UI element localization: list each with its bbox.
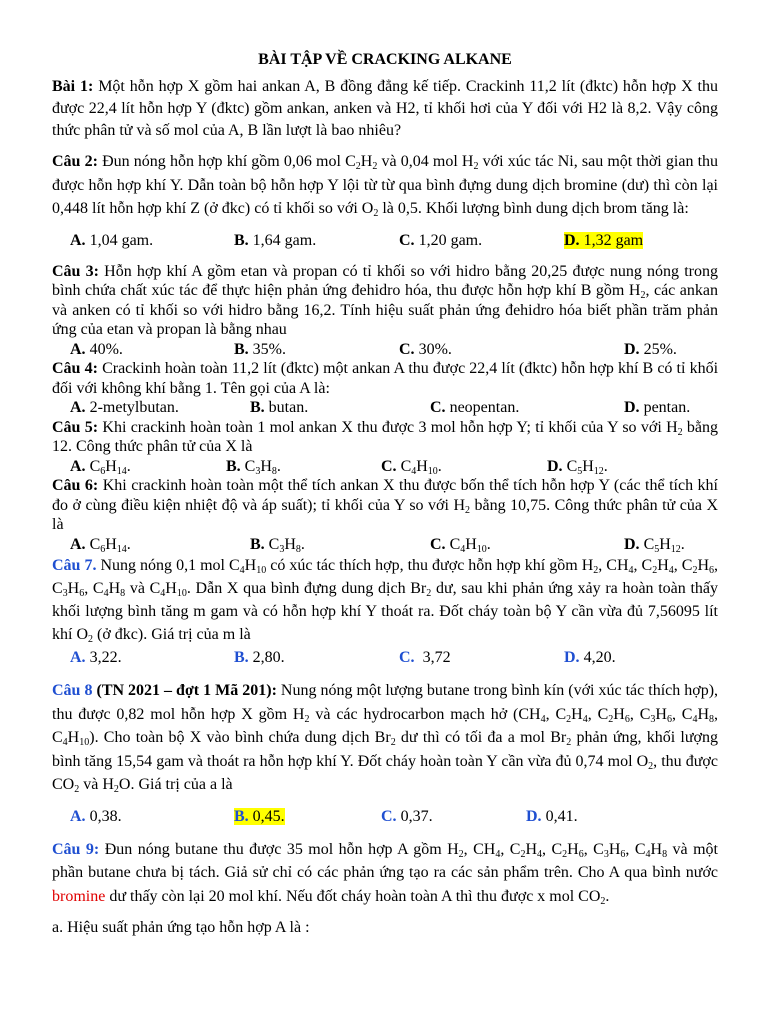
question-6: Câu 6: Khi crackinh hoàn toàn một thể tích ankan X thu được bốn thể tích hỗn hợp Y (các thể tích khí đo ở cùng điều kiện nhiệt độ và áp suất); tỉ khối của Y so với $H_2$ bằng 10,75. Công thức phân tử của X là [52, 477, 719, 533]
highlighted-term: bromine [52, 887, 106, 905]
answer-row [52, 535, 718, 555]
question-label: Câu 6: [52, 477, 99, 494]
answer-row [52, 457, 718, 477]
question-2: Câu 2: Đun nóng hỗn hợp khí gồm 0,06 mol $C_2H_2$ và 0,04 mol $H_2$ với xúc tác Ni, sau một thời gian thu được hỗn hợp khí Y. Dẫn toàn bộ hỗn hợp Y lội từ từ qua bình đựng dung dịch bromine (dư) thì còn lại 0,448 lít hỗn hợp khí Z (ở đkc) có tỉ khối so với $O_2$ là 0,5. Khối lượng bình dung dịch brom tăng là: [52, 153, 719, 219]
answer-option[interactable]: C. 0,37. [381, 807, 433, 825]
question-3: Câu 3: Hỗn hợp khí A gồm etan và propan có tỉ khối so với hidro bằng 20,25 được nung nóng trong bình chứa chất xúc tác để thực hiện phản ứng đehidro hóa, thu được hỗn hợp khí B gồm $H_2$, các ankan và anken có tỉ khối so với hidro bằng 16,2. Tính hiệu suất phản ứng đehidro hóa biết phần trăm phản ứng của etan và propan là bằng nhau [52, 262, 719, 338]
question-label: Câu 4: [52, 360, 98, 377]
question-label: Câu 2: [52, 153, 98, 170]
answer-option[interactable]: C. $C_4H_{10}$. [430, 535, 491, 555]
question-label: Câu 9: [52, 840, 100, 858]
answer-option[interactable]: A. 2-metylbutan. [70, 399, 179, 416]
answer-option[interactable]: A. 3,22. [70, 649, 122, 666]
answer-option[interactable]: C. 30%. [399, 340, 452, 358]
answer-option-highlighted[interactable]: B. 0,45. [234, 807, 285, 825]
question-label: Câu 8 [52, 682, 93, 699]
question-label: Câu 3: [52, 262, 99, 280]
question-8: Câu 8 (TN 2021 – đợt 1 Mã 201): Nung nóng một lượng butane trong bình kín (với xúc tác thích hợp), thu được 0,82 mol hỗn hợp X gồm $H_2$ và các hydrocarbon mạch hở ($CH_4$, $C_2H_4$, $C_2H_6$, $C_3H_6$, $C_4H_8$, $C_4H_{10}$). Cho toàn bộ X vào bình chứa dung dịch $Br_2$ dư thì có tối đa a mol $Br_2$ phản ứng, khối lượng bình tăng 15,54 gam và thoát ra hỗn hợp khí Y. Đốt cháy hoàn toàn Y cần vừa đủ 0,74 mol $O_2$, thu được $CO_2$ và $H_2O$. Giá trị của a là [52, 682, 719, 795]
question-label: Câu 7. [52, 557, 97, 574]
sub-question-a: a. Hiệu suất phản ứng tạo hỗn hợp A là : [52, 919, 310, 936]
answer-option[interactable]: B. $C_3H_8$. [250, 535, 305, 555]
document-title: BÀI TẬP VỀ CRACKING ALKANE [258, 51, 512, 68]
answer-option[interactable]: D. pentan. [624, 399, 691, 416]
answer-option[interactable]: A. 40%. [70, 340, 123, 358]
answer-option[interactable]: B. 2,80. [234, 649, 285, 666]
question-label: Bài 1: [52, 78, 94, 95]
answer-row [52, 646, 718, 669]
answer-row [52, 340, 718, 360]
answer-option[interactable]: B. $C_3H_8$. [226, 457, 281, 477]
answer-option[interactable]: A. 1,04 gam. [70, 231, 154, 249]
question-7: Câu 7. Nung nóng 0,1 mol $C_4H_{10}$ có xúc tác thích hợp, thu được hỗn hợp khí gồm $H_2$, $CH_4$, $C_2H_4$, $C_2H_6$, $C_3H_6$, $C_4H_8$ và $C_4H_{10}$. Dẫn X qua bình đựng dung dịch $Br_2$ dư, sau khi phản ứng xảy ra hoàn toàn thấy khối lượng bình tăng m gam và có hỗn hợp khí Y thoát ra. Đốt cháy toàn bộ Y cần vừa đủ 7,56095 lít khí $O_2$ (ở đkc). Giá trị của m là [52, 557, 719, 645]
answer-option[interactable]: C. neopentan. [430, 399, 520, 416]
answer-option[interactable]: D. 0,41. [526, 807, 578, 825]
answer-option[interactable]: C. 1,20 gam. [399, 231, 483, 249]
answer-option[interactable]: B. 35%. [234, 340, 286, 358]
answer-option[interactable]: B. butan. [250, 399, 309, 416]
question-4: Câu 4: Crackinh hoàn toàn 11,2 lít (đktc) một ankan A thu được 22,4 lít (đktc) hỗn hợp khí B có tỉ khối đối với không khí bằng 1. Tên gọi của A là: [52, 360, 719, 397]
answer-option[interactable]: A. 0,38. [70, 807, 122, 825]
answer-option[interactable]: C. 3,72 [399, 649, 451, 666]
question-text: Một hỗn hợp X gồm hai ankan A, B đồng đẳng kế tiếp. Crackinh 11,2 lít (đktc) hỗn hợp X thu được 22,4 lít hỗn hợp Y (đktc) gồm ankan, anken và H2, tỉ khối hơi của Y đối với H2 là 8,2. Vậy công thức phân tử và số mol của A, B lần lượt là bao nhiêu? [52, 78, 718, 139]
question-5: Câu 5: Khi crackinh hoàn toàn 1 mol ankan X thu được 3 mol hỗn hợp Y; tỉ khối của Y so với $H_2$ bằng 12. Công thức phân tử của X là [52, 418, 719, 455]
answer-option[interactable]: A. $C_6H_{14}$. [70, 457, 131, 477]
answer-option[interactable]: D. $C_5H_{12}$. [624, 535, 685, 555]
answer-option[interactable]: D. 4,20. [564, 649, 616, 666]
exam-tag: (TN 2021 – đợt 1 Mã 201): [96, 682, 277, 699]
question-9: Câu 9: Đun nóng butane thu được 35 mol hỗn hợp A gồm $H_2$, $CH_4$, $C_2H_4$, $C_2H_6$, $C_3H_6$, $C_4H_8$ và một phần butane chưa bị tách. Giả sử chỉ có các phản ứng tạo ra các sản phẩm trên. Cho A qua bình nước bromine dư thấy còn lại 20 mol khí. Nếu đốt cháy hoàn toàn A thì thu được x mol $CO_2$. [52, 840, 719, 907]
answer-option[interactable]: D. 25%. [624, 340, 677, 358]
question-1 [52, 76, 718, 142]
answer-row [52, 230, 718, 252]
answer-option[interactable]: B. 1,64 gam. [234, 231, 317, 249]
answer-option[interactable]: D. $C_5H_{12}$. [547, 457, 608, 477]
answer-row [52, 398, 718, 418]
answer-option[interactable]: C. $C_4H_{10}$. [381, 457, 442, 477]
question-label: Câu 5: [52, 418, 99, 436]
answer-option-highlighted[interactable]: D. 1,32 gam [564, 231, 644, 249]
answer-option[interactable]: A. $C_6H_{14}$. [70, 535, 131, 555]
answer-row [52, 806, 718, 828]
